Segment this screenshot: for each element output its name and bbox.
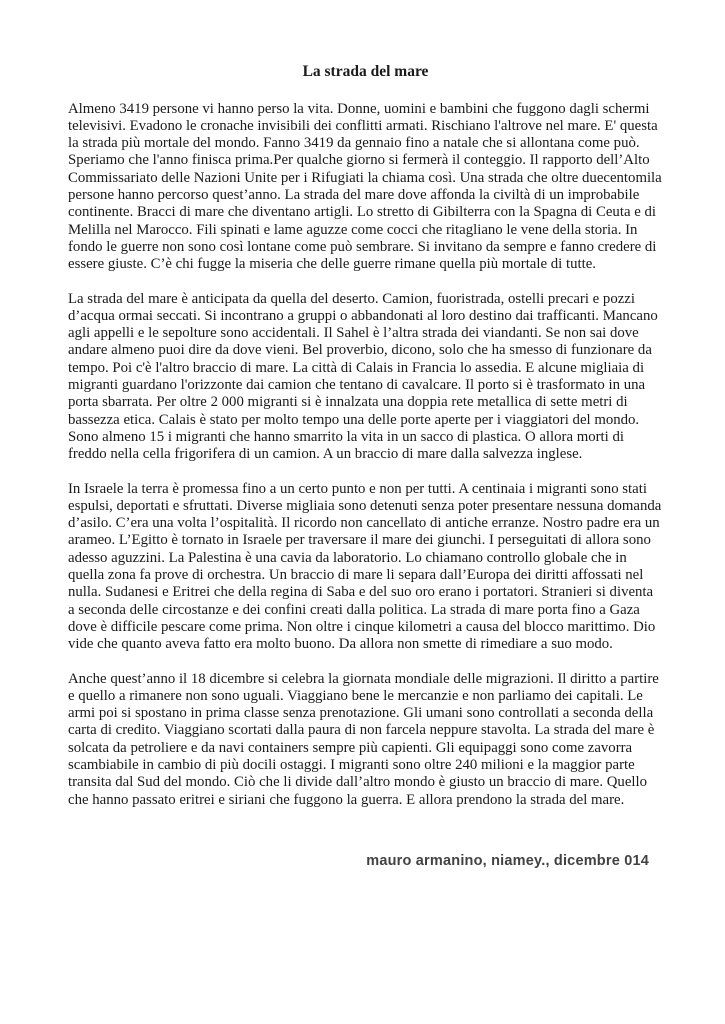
paragraph-4: Anche quest’anno il 18 dicembre si celebra la giornata mondiale delle migrazioni. Il diritto a partire e quello a rimanere non sono uguali. Viaggiano bene le mercanzie e non parliamo dei capitali. Le armi poi si spostano in prima classe senza prenotazione. Gli umani sono controllati a seconda della carta di credito. Viaggiano scortati dalla paura di non farcela neppure stavolta. La strada del mare è solcata da petroliere e da navi containers sempre più capienti. Gli equipaggi sono come zavorra scambiabile in cambio di più docili ostaggi. I migranti sono oltre 240 milioni e la maggior parte transita dal Sud del mondo. Ciò che li divide dall’altro mondo è giusto un braccio di mare. Quello che hanno passato eritrei e siriani che fuggono la guerra. E allora prendono la strada del mare. bbox=[68, 670, 659, 808]
paragraph-3: In Israele la terra è promessa fino a un certo punto e non per tutti. A centinaia i migranti sono stati espulsi, deportati e sfruttati. Diverse migliaia sono detenuti senza poter presentare nessuna domanda d’asilo. C’era una volta l’ospitalità. Il ricordo non cancellato di antiche erranze. Nostro padre era un arameo. L’Egitto è tornato in Israele per traversare il mare dei giunchi. I perseguitati di allora sono adesso aguzzini. La Palestina è una cavia da laboratorio. Lo chiamano controllo globale che in quella zona fa prove di orchestra. Un braccio di mare li separa dall’Europa dei diritti affossati nel nulla. Sudanesi e Eritrei che della regina di Saba e del suo oro erano i portatori. Stranieri si diventa a seconda delle circostanze e dei confini creati dalla politica. La strada di mare porta fino a Gaza dove è difficile pescare come prima. Non oltre i cinque kilometri a causa del blocco marittimo. Dio vide che quanto aveva fatto era molto buono. Da allora non smette di rimediare a suo modo. bbox=[68, 480, 662, 653]
signature-line: mauro armanino, niamey., dicembre 014 bbox=[366, 852, 649, 869]
paragraph-1: Almeno 3419 persone vi hanno perso la vita. Donne, uomini e bambini che fuggono dagli schermi televisivi. Evadono le cronache invisibili dei conflitti armati. Rischiano l'altrove nel mare. E' questa la strada più mortale del mondo. Fanno 3419 da gennaio fino a natale che si allontana come può. Speriamo che l'anno finisca prima.Per qualche giorno si fermerà il conteggio. Il rapporto dell’Alto Commissariato delle Nazioni Unite per i Rifugiati la chiama così. Una strada che oltre duecentomila persone hanno percorso quest’anno. La strada del mare dove affonda la civiltà di un improbabile continente. Bracci di mare che diventano artigli. Lo stretto di Gibilterra con la Spagna di Ceuta e di Melilla nel Marocco. Fili spinati e lame aguzze come cocci che ritagliano le vene della storia. In fondo le guerre non sono così lontane come può sembrare. Si invitano da sempre e fanno credere di essere giuste. C’è chi fugge la miseria che delle guerre rimane quella più mortale di tutte. bbox=[68, 100, 662, 273]
document-title: La strada del mare bbox=[302, 63, 429, 80]
paragraph-2: La strada del mare è anticipata da quella del deserto. Camion, fuoristrada, ostelli precari e pozzi d’acqua ormai seccati. Si incontrano a gruppi o abbandonati al loro destino dai trafficanti. Mancano agli appelli e le sepolture sono accidentali. Il Sahel è l’altra strada dei viandanti. Se non sai dove andare almeno puoi dire da dove vieni. Bel proverbio, dicono, solo che ha smesso di funzionare da tempo. Poi c'è l'altro braccio di mare. La città di Calais in Francia lo assedia. E alcune migliaia di migranti guardano l'orizzonte dai camion che tentano di cavalcare. Il porto si è trasformato in una porta sbarrata. Per oltre 2 000 migranti si è innalzata una doppia rete metallica di sette metri di bassezza etica. Calais è stato per molto tempo una delle porte aperte per i viaggiatori del mondo. Sono almeno 15 i migranti che hanno smarrito la vita in un sacco di plastica. O allora morti di freddo nella cella frigorifera di un camion. A un braccio di mare dalla salvezza inglese. bbox=[68, 290, 658, 463]
